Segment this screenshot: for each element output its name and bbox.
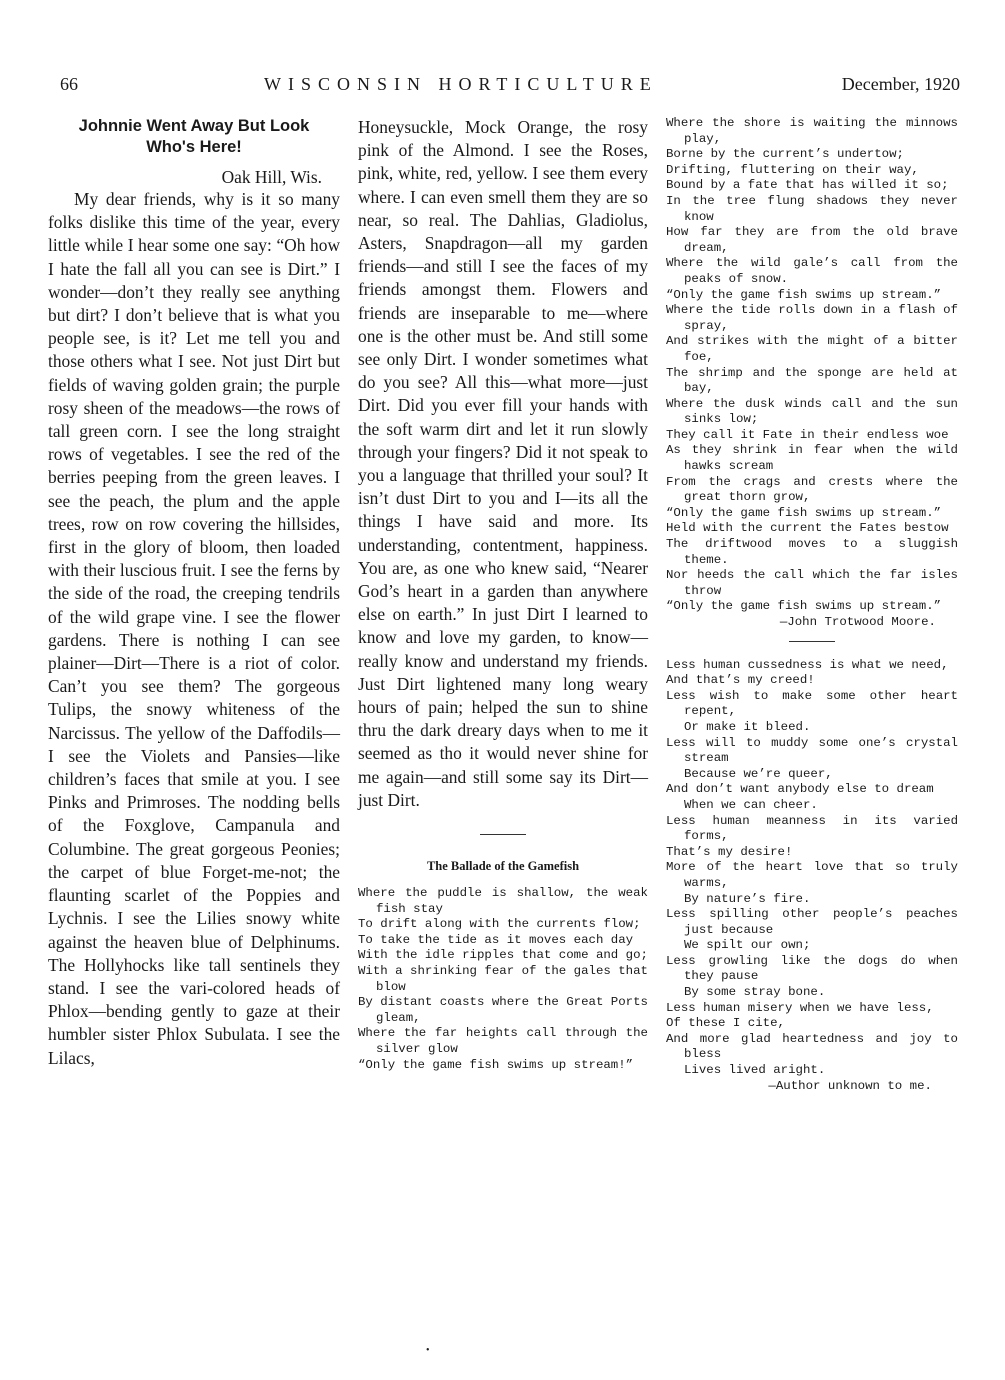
- poem-line: Where the wild gale’s call from the peaks of snow.: [666, 256, 958, 286]
- poem-line: Less human misery when we have less,: [666, 1000, 934, 1015]
- poem-line: To drift along with the currents flow;: [358, 917, 641, 932]
- poem-line: Held with the current the Fates bestow: [666, 521, 949, 536]
- issue-date: December, 1920: [841, 74, 960, 94]
- poem-line: From the crags and crests where the great thorn grow,: [666, 474, 958, 505]
- poem-line: Less will to muddy some one’s crystal stream: [666, 735, 958, 766]
- poem-line: Drifting, fluttering on their way,: [666, 162, 919, 177]
- poem-line: As they shrink in fear when the wild hawks scream: [666, 443, 958, 474]
- poem-line: By distant coasts where the Great Ports gleam,: [358, 995, 648, 1025]
- ballade-title: The Ballade of the Gamefish: [426, 859, 580, 874]
- poem-line: Nor heeds the call which the far isles throw: [666, 568, 958, 598]
- poem-line: How far they are from the old brave dream,: [666, 225, 958, 255]
- ballade-stanza-4: [666, 521, 958, 615]
- poem-line: The driftwood moves to a sluggish theme.: [666, 537, 958, 567]
- poem-line: Where the tide rolls down in a flash of spray,: [666, 303, 958, 333]
- poem-line: Lives lived aright.: [684, 1063, 826, 1078]
- poem-line: Less growling like the dogs do when they pause: [666, 953, 958, 984]
- poem-line: They call it Fate in their endless woe: [666, 427, 949, 442]
- poem-line: “Only the game fish swims up stream.”: [666, 599, 942, 614]
- poem-line: Where the dusk winds call and the sun sinks low;: [666, 396, 958, 427]
- poem-line: Where the shore is waiting the minnows play,: [666, 116, 958, 146]
- poem-line: The shrimp and the sponge are held at bay,: [666, 365, 958, 396]
- column-middle: [358, 116, 648, 1073]
- poem-line: Of these I cite,: [666, 1016, 785, 1031]
- poem-line: “Only the game fish swims up stream.”: [666, 505, 942, 520]
- poem-line: Or make it bleed.: [684, 719, 811, 734]
- poem-line: And more glad heartedness and joy to bless: [666, 1031, 958, 1062]
- article-title-line-1: Johnnie Went Away But Look: [78, 117, 310, 135]
- ballade-stanza-3: [666, 303, 958, 521]
- poem-line: Because we’re queer,: [684, 766, 833, 781]
- ballade-attribution: —John Trotwood Moore.: [779, 615, 936, 629]
- section-divider: [480, 834, 526, 835]
- column-left: [48, 116, 340, 1070]
- poem-line: In the tree flung shadows they never know: [666, 193, 958, 224]
- poem-line: When we can cheer.: [684, 797, 818, 812]
- poem-line: Less wish to make some other heart repent,: [666, 688, 958, 719]
- poem-line: Borne by the current’s undertow;: [666, 147, 904, 162]
- poem-line: Less spilling other people’s peaches just because: [666, 907, 958, 937]
- poem-line: That’s my desire!: [666, 844, 793, 859]
- magazine-title: WISCONSIN HORTICULTURE: [264, 74, 658, 94]
- decorative-dot: •: [426, 1345, 430, 1356]
- creed-poem: [666, 658, 958, 1079]
- poem-line: And that’s my creed!: [666, 673, 815, 688]
- poem-line: With a shrinking fear of the gales that blow: [358, 964, 648, 994]
- poem-line: By nature’s fire.: [684, 891, 811, 906]
- ballade-stanza-1: [358, 886, 648, 1073]
- page-number: 66: [60, 74, 78, 94]
- article-dateline: Oak Hill, Wis.: [221, 167, 322, 187]
- poem-line: Where the puddle is shallow, the weak fish stay: [358, 886, 648, 916]
- section-divider-2: [789, 641, 835, 642]
- creed-attribution: —Author unknown to me.: [768, 1078, 932, 1093]
- article-body-part-2: Honeysuckle, Mock Orange, the rosy pink of the Almond. I see the Roses, pink, white, red, yellow. I see them every where. I can even smell them they are so near, so real. The Dahlias, Gladiolus, Asters, Snapdragon—all my garden friends—and still I see the faces of my friends amongst them. Flowers and friends are inseparable to me—where one is the other must be. And still some see only Dirt. I wonder sometimes what do you see? All this—what more—just Dirt. Did you ever fill your hands with the soft warm dirt and let it run slowly through your fingers? Did it not speak to you a language that thrilled your soul? It isn’t dust Dirt to you and I—its all the things I have said and more. Its understanding, contentment, happiness. You are, as one who knew said, “Nearer God’s heart in a garden than anywhere else on earth.” In just Dirt I learned to know and love my garden, to know—really know and understand my friends. Just Dirt lightened many long weary hours of pain; helped the sun to shine thru the dark dreary days when to me it seemed as tho it would never shine for me again—and still some say its Dirt—just Dirt.: [358, 117, 648, 810]
- poem-line: And don’t want anybody else to dream: [666, 782, 934, 797]
- column-right: [666, 116, 958, 1094]
- poem-line: More of the heart love that so truly warms,: [666, 860, 958, 890]
- poem-line: And strikes with the might of a bitter foe,: [666, 334, 958, 364]
- poem-line: With the idle ripples that come and go;: [358, 948, 648, 963]
- poem-line: “Only the game fish swims up stream!”: [358, 1057, 634, 1072]
- poem-line: By some stray bone.: [684, 985, 826, 1000]
- poem-line: Less human cussedness is what we need,: [666, 657, 949, 672]
- poem-line: Less human meanness in its varied forms,: [666, 813, 958, 844]
- poem-line: Bound by a fate that has willed it so;: [666, 178, 949, 193]
- poem-line: “Only the game fish swims up stream.”: [666, 287, 942, 302]
- poem-line: We spilt our own;: [684, 938, 811, 953]
- article-title-line-2: Who's Here!: [146, 138, 242, 156]
- article-title: [48, 116, 340, 158]
- poem-line: Where the far heights call through the silver glow: [358, 1026, 648, 1057]
- page-header: [60, 74, 960, 98]
- poem-line: To take the tide as it moves each day: [358, 932, 634, 947]
- ballade-stanza-2: [666, 116, 958, 303]
- article-body-part-1: My dear friends, why is it so many folks dislike this time of the year, every little while I hear some one say: “Oh how I hate the fall all you can see is Dirt.” I wonder—don’t they really see anything but dirt? I don’t believe that is what you people see, is it? Let me tell you and those others what I see. Not just Dirt but fields of waving golden grain; the purple rosy sheen of the meadows—the rows of tall green corn. I see the long straight rows of vegetables. I see the red of the berries peeping from the green leaves. I see the peach, the plum and the apple trees, row on row covering the hillsides, first in the glory of bloom, then loaded with their luscious fruit. I see the ferns by the side of the road, the creeping tendrils of the wild grape vine. I see the flower gardens. There is nothing I can see plainer—Dirt—There is a riot of color. Can’t you see them? The gorgeous Tulips, the snowy whiteness of the Narcissus. The yellow of the Daffodils—I see the Violets and Pansies—like children’s faces that smile at you. I see Pinks and Primroses. The nodding bells of the Foxglove, Campanula and Columbine. The great gorgeous Peonies; the carpet of blue Forget-me-not; the flaunting scarlet of the Poppies and Lychnis. I see the Lilies snowy white against the heaven blue of Delphinums. The Hollyhocks like tall sentinels they stand. I see the vari-colored heads of Phlox—bending gently to gaze at their humbler sister Phlox Subulata. I see the Lilacs,: [48, 189, 340, 1068]
